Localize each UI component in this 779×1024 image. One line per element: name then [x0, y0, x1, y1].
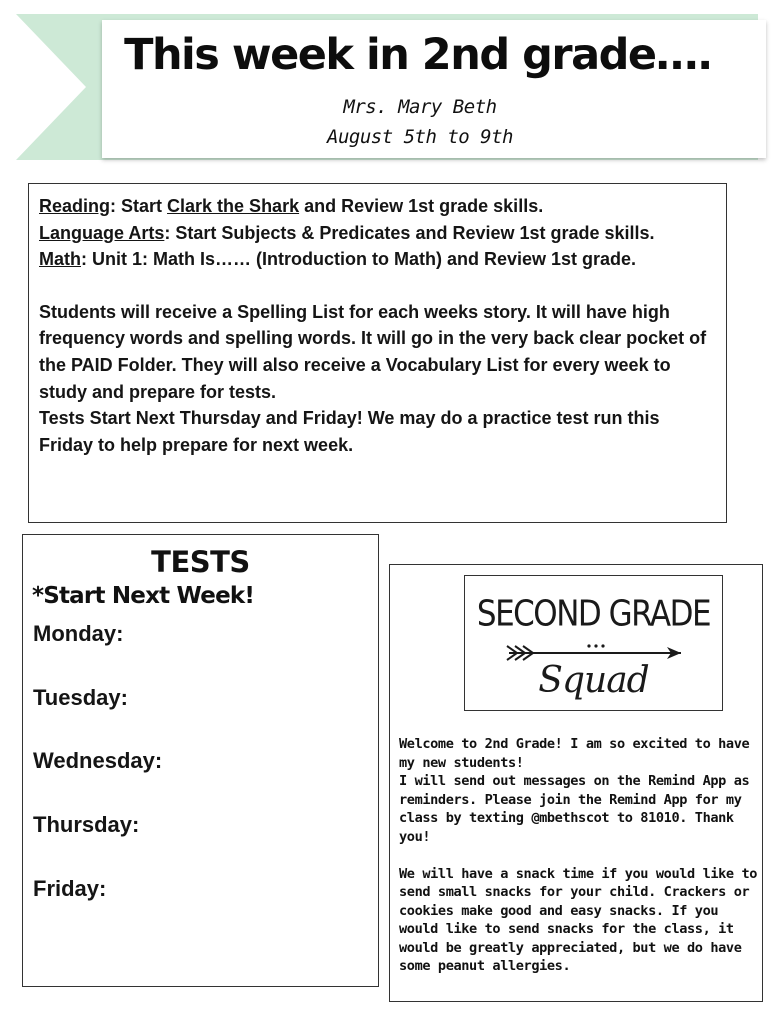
tests-box — [22, 534, 379, 987]
tests-title: TESTS — [151, 545, 250, 579]
welcome-paragraph-3: We will have a snack time if you would like to send small snacks for your child. Crackers or cookies make good and easy snacks. If you would like to send snacks for the class, it would be greatly appreciated, but we do have some peanut allergies. — [399, 865, 758, 974]
day-thursday: Thursday: — [33, 812, 140, 837]
welcome-paragraph-1: Welcome to 2nd Grade! I am so excited to have my new students! — [399, 736, 750, 771]
welcome-paragraph-2: I will send out messages on the Remind App as reminders. Please join the Remind App for my class by texting @mbethscot to 81010. Thank you! — [399, 773, 750, 845]
page-title: This week in 2nd grade…. — [124, 30, 712, 80]
tests-note: *Start Next Week! — [32, 583, 255, 609]
math-line — [39, 246, 716, 273]
language-label: Language Arts — [39, 222, 165, 243]
day-friday: Friday: — [33, 876, 107, 901]
math-text: : Unit 1: Math Is…… (Introduction to Math) and Review 1st grade. — [81, 249, 637, 270]
reading-post: and Review 1st grade skills. — [299, 196, 544, 216]
day-monday: Monday: — [33, 621, 124, 646]
second-grade-squad-logo — [464, 575, 723, 711]
day-tuesday: Tuesday: — [33, 685, 128, 710]
language-line — [39, 220, 716, 247]
logo-line-2: Squad — [538, 660, 649, 701]
spelling-paragraph: Students will receive a Spelling List for each weeks story. It will have high frequency words and spelling words. It will go in the very back clear pocket of the PAID Folder. They will also receive a Vocabulary List for every week to study and prepare for tests. — [39, 301, 707, 402]
week-dates: August 5th to 9th — [327, 126, 513, 148]
welcome-box — [389, 564, 763, 1002]
tests-paragraph: Tests Start Next Thursday and Friday! We may do a practice test run this Friday to help prepare for next week. — [39, 408, 660, 455]
reading-book: Clark the Shark — [167, 196, 300, 216]
logo-line-1: SECOND GRADE — [476, 593, 711, 635]
reading-pre: : Start — [110, 196, 168, 216]
math-label: Math — [39, 249, 81, 270]
weekly-info-box — [28, 183, 727, 523]
teacher-name: Mrs. Mary Beth — [343, 96, 497, 118]
reading-label: Reading — [39, 196, 111, 216]
welcome-message — [399, 735, 759, 976]
day-wednesday: Wednesday: — [33, 748, 163, 773]
reading-line — [39, 193, 716, 220]
language-text: : Start Subjects & Predicates and Review 1st grade skills. — [164, 222, 655, 243]
